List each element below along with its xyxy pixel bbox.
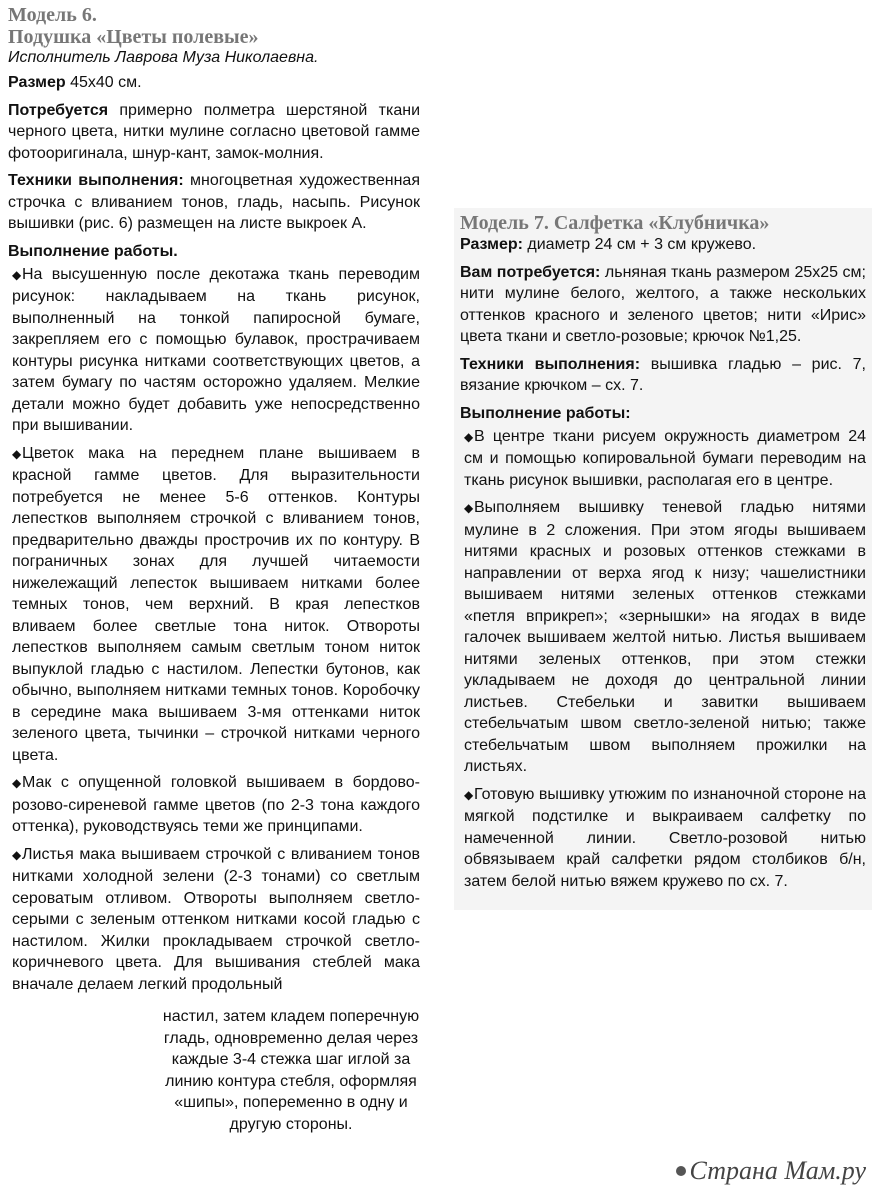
bullet-icon: ◆	[464, 787, 474, 802]
materials-label: Вам потребуется:	[460, 263, 601, 281]
step-text: Готовую вышивку утюжим по изнаночной стороне на мягкой подстилке и выкраиваем салфетку по намеченной линии. Светло-розовой нитью обвязываем край салфетки рядом столбиков б/н, затем белой нитью вяжем кружево по сх. 7.	[464, 785, 866, 890]
model-6-title: Модель 6.	[8, 4, 97, 26]
model-6-subtitle: Подушка «Цветы полевые»	[8, 26, 259, 48]
model-6-tail	[160, 1006, 422, 1141]
model-7-materials	[460, 262, 866, 348]
bullet-icon: ◆	[464, 501, 474, 515]
model-7-work-heading: Выполнение работы:	[460, 404, 631, 422]
materials-text: примерно полметра шерстяной ткани черного цвета, нитки мулине согласно цветовой гамме фотооригинала, шнур-кант, замок-молния.	[8, 101, 420, 162]
model-6-author: Исполнитель Лаврова Муза Николаевна.	[8, 49, 319, 66]
model-6-techniques	[8, 170, 420, 235]
step-text: Мак с опущенной головкой вышиваем в бордово-розово-сиреневой гамме цветов (по 2-3 тона каждого оттенка), руководствуясь теми же принципами.	[12, 774, 420, 835]
bullet-icon: ◆	[12, 446, 22, 461]
techniques-label: Техники выполнения:	[8, 172, 184, 189]
bullet-icon: ◆	[12, 267, 22, 282]
techniques-text: вышивка гладью – рис. 7, вязание крючком – сх. 7.	[460, 355, 866, 394]
model-6-step	[8, 772, 420, 838]
site-watermark	[676, 1156, 866, 1186]
step-text: В центре ткани рисуем окружность диаметром 24 см и помощью копировальной бумаги переводим на ткань рисунок вышивки, располагая его в центре.	[464, 427, 866, 489]
model-7-techniques	[460, 354, 866, 397]
techniques-text: многоцветная художественная строчка с вливанием тонов, гладь, насыпь. Рисунок вышивки (рис. 6) размещен на листе выкроек А.	[8, 172, 420, 232]
model-7-size	[460, 234, 866, 256]
techniques-label: Техники выполнения:	[460, 355, 641, 373]
size-label: Размер	[8, 74, 66, 91]
model-6-materials	[8, 100, 420, 165]
bullet-icon: ◆	[12, 776, 22, 790]
model-7-step	[460, 497, 866, 778]
model-7-title: Модель 7. Салфетка «Клубничка»	[460, 212, 770, 234]
size-label: Размер:	[460, 236, 523, 253]
materials-label: Потребуется	[8, 101, 109, 119]
materials-text: льняная ткань размером 25х25 см; нити мулине белого, желтого, а также нескольких оттенков красного и зеленого цветов; нити «Ирис» цвета ткани и светло-розовые; крючок №1,25.	[460, 263, 867, 345]
step-text: Выполняем вышивку теневой гладью нитями мулине в 2 сложения. При этом ягоды вышиваем нитями красных и розовых оттенков стежками в направлении от верха ягод к низу; чашелистники вышиваем нитями зеленых оттенков стежками «петля вприкреп»; «зернышки» на ягодах в виде галочек вышиваем желтой нитью. Листья вышиваем нитями зеленых оттенков, при этом стежки укладываем не доходя до центральной линии листьев. Стебельки и завитки вышиваем стебельчатым швом светло-зеленой нитью; также стебельчатым швом выполняем прожилки на листьях.	[464, 499, 866, 775]
logo-icon	[676, 1166, 686, 1176]
model-7-step	[460, 784, 866, 893]
model-6-work-heading: Выполнение работы.	[8, 242, 178, 260]
bullet-icon: ◆	[464, 429, 474, 444]
size-value: 45x40 см.	[65, 74, 142, 91]
model-6-step	[8, 264, 420, 437]
step-text: Цветок мака на переднем плане вышиваем в красной гамме цветов. Для выразительности потребуется не менее 5-6 оттенков. Контуры лепестков выполняем строчкой с вливанием тонов, предварительно дважды прострочив их по контуру. В пограничных зонах для лучшей читаемости нижележащий лепесток вышиваем нитками более темных тонов, чем верхний. В края лепестков вливаем более светлые тона ниток. Отвороты лепестков выполняем самым светлым тоном ниток выпуклой гладью с настилом. Лепестки бутонов, как обычно, выполняем нитками темных тонов. Коробочку в середине мака вышиваем 3-мя оттенками ниток зеленого цвета, тычинки – строчкой нитками черного цвета.	[12, 444, 420, 764]
watermark-text: Страна Мам.ру	[689, 1156, 866, 1185]
step-text: На высушенную после декотажа ткань переводим рисунок: накладываем на ткань рисунок, выполненный на тонкой папиросной бумаге, закрепляем его с помощью булавок, прострачиваем контуры рисунка нитками соответствующих цветов, а затем бумагу по частям осторожно удаляем. Мелкие детали можно будет добавить уже непосредственно при вышивании.	[12, 265, 420, 434]
bullet-icon: ◆	[12, 847, 22, 862]
model-7-step	[460, 426, 866, 492]
tail-text: настил, затем кладем поперечную гладь, одновременно делая через каждые 3-4 стежка шаг иглой за линию контура стебля, оформляя «шипы», попеременно в одну и другую стороны.	[162, 1008, 420, 1133]
model-7-column	[454, 208, 872, 910]
model-6-size	[8, 72, 420, 94]
model-6-column	[8, 4, 420, 1001]
size-value: диаметр 24 см + 3 см кружево.	[522, 236, 757, 253]
model-6-step	[8, 443, 420, 767]
model-6-step	[8, 844, 420, 996]
step-text: Листья мака вышиваем строчкой с вливанием тонов нитками холодной зелени (2-3 тонами) со светлым сероватым отливом. Отвороты выполняем светло-серыми с зеленым оттенком нитками косой гладью с настилом. Жилки прокладываем строчкой светло-коричневого цвета. Для вышивания стеблей мака вначале делаем легкий продольный	[12, 845, 420, 993]
